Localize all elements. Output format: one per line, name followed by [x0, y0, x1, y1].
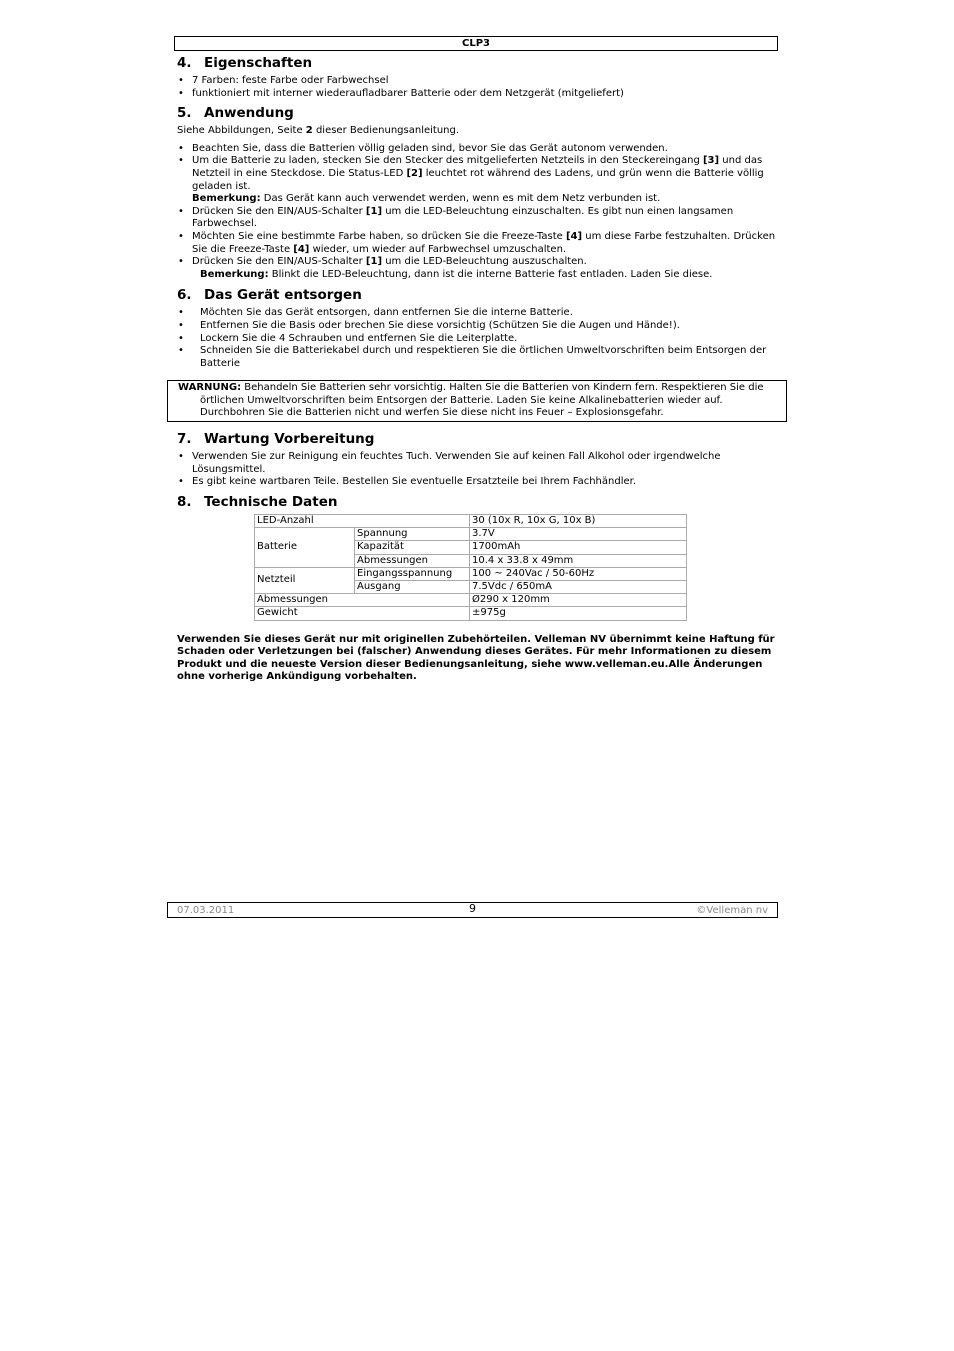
- spec-value: 3.7V: [470, 528, 687, 541]
- section-title: Eigenschaften: [204, 55, 313, 71]
- section-4-heading: [177, 55, 777, 71]
- part-reference: [4]: [565, 230, 583, 242]
- section-number: 4.: [177, 55, 192, 71]
- note: [192, 269, 777, 282]
- section-number: 5.: [177, 105, 192, 122]
- usage-intro: [177, 125, 777, 138]
- item-text: Drücken Sie den EIN/AUS-Schalter: [192, 205, 366, 217]
- spec-value: 30 (10x R, 10x G, 10x B): [470, 515, 687, 528]
- footer-date: 07.03.2011: [177, 905, 235, 916]
- intro-text: dieser Bedienungsanleitung.: [312, 125, 460, 137]
- list-item: • 7 Farben: feste Farbe oder Farbwechsel: [177, 75, 777, 88]
- list-item: • Möchten Sie das Gerät entsorgen, dann entfernen Sie die interne Batterie.: [177, 307, 777, 320]
- section-number: 6.: [177, 287, 192, 304]
- page-number: 9: [469, 902, 476, 915]
- page-header: [174, 36, 778, 51]
- spec-group-label: Netzteil: [255, 567, 355, 593]
- section-title: Wartung Vorbereitung: [204, 431, 375, 448]
- section-number: 8.: [177, 494, 192, 511]
- part-reference: [1]: [365, 256, 383, 268]
- table-row: [255, 607, 687, 620]
- footer-copyright: ©Velleman nv: [696, 905, 768, 916]
- part-reference: [3]: [702, 155, 720, 167]
- features-list: [177, 75, 777, 100]
- spec-label: Ausgang: [355, 581, 470, 594]
- spec-label: Kapazität: [355, 541, 470, 554]
- warning-body: Behandeln Sie Batterien sehr vorsichtig. Halten Sie die Batterien von Kindern fern. Respektieren Sie die örtlichen Umweltvorschriften beim Entsorgen der Batterie. Laden Sie keine Alkalinebatterien wieder auf. Durchbohren Sie die Batterien nicht und werfen Sie diese nicht ins Feuer – Explosionsgefahr.: [200, 382, 764, 419]
- list-item: • Verwenden Sie zur Reinigung ein feuchtes Tuch. Verwenden Sie auf keinen Fall Alkohol oder irgendwelche Lösungsmittel.: [177, 451, 777, 476]
- part-reference: [2]: [406, 167, 423, 179]
- section-title: Das Gerät entsorgen: [204, 287, 362, 304]
- spec-value: 7.5Vdc / 650mA: [470, 581, 687, 594]
- spec-table: [254, 514, 687, 621]
- page-footer: [167, 902, 778, 918]
- disposal-list: [177, 307, 777, 370]
- model-name: CLP3: [462, 38, 490, 49]
- note-text: Blinkt die LED-Beleuchtung, dann ist die interne Batterie fast entladen. Laden Sie diese.: [268, 268, 713, 280]
- part-reference: [4]: [293, 243, 310, 255]
- item-text: Um die Batterie zu laden, stecken Sie den Stecker des mitgelieferten Netzteils in den Steckereingang: [192, 155, 703, 167]
- document-body: [177, 52, 777, 684]
- intro-text: Siehe Abbildungen, Seite: [177, 125, 306, 137]
- spec-group-label: Batterie: [255, 528, 355, 568]
- section-6-heading: [177, 287, 777, 303]
- spec-value: Ø290 x 120mm: [470, 594, 687, 607]
- table-row: [255, 515, 687, 528]
- table-row: [255, 594, 687, 607]
- section-title: Technische Daten: [204, 494, 338, 511]
- part-reference: [1]: [365, 205, 383, 217]
- list-item: • funktioniert mit interner wiederaufladbarer Batterie oder dem Netzgerät (mitgeliefert): [177, 88, 777, 101]
- maintenance-list: [177, 451, 777, 489]
- section-7-heading: [177, 431, 777, 447]
- spec-label: Abmessungen: [255, 594, 470, 607]
- spec-label: LED-Anzahl: [255, 515, 470, 528]
- spec-value: 1700mAh: [470, 541, 687, 554]
- item-text: leuchtet rot während des Ladens, und grün wenn die Batterie völlig geladen ist.: [192, 167, 764, 192]
- list-item: • Es gibt keine wartbaren Teile. Bestellen Sie eventuelle Ersatzteile bei Ihrem Fachhändler.: [177, 476, 777, 489]
- note-text: Das Gerät kann auch verwendet werden, wenn es mit dem Netz verbunden ist.: [260, 193, 661, 205]
- list-item: [177, 206, 777, 231]
- table-row: [255, 567, 687, 580]
- note-label: Bemerkung:: [192, 193, 261, 205]
- spec-label: Eingangsspannung: [355, 567, 470, 580]
- table-row: [255, 528, 687, 541]
- usage-list: [177, 143, 777, 282]
- spec-label: Spannung: [355, 528, 470, 541]
- section-5-heading: [177, 105, 777, 121]
- list-item: [177, 256, 777, 281]
- page-reference: 2: [305, 125, 313, 137]
- item-text: Möchten Sie eine bestimmte Farbe haben, so drücken Sie die Freeze-Taste: [192, 230, 566, 242]
- spec-label: Gewicht: [255, 607, 470, 620]
- section-number: 7.: [177, 431, 192, 448]
- item-text: um die LED-Beleuchtung einzuschalten. Es gibt nun einen langsamen Farbwechsel.: [192, 205, 734, 230]
- item-text: Drücken Sie den EIN/AUS-Schalter: [192, 256, 366, 268]
- spec-label: Abmessungen: [355, 554, 470, 567]
- item-text: wieder, um wieder auf Farbwechsel umzuschalten.: [309, 243, 567, 255]
- warning-text: [178, 382, 777, 420]
- list-item: [177, 231, 777, 256]
- item-text: um diese Farbe festzuhalten. Drücken Sie die Freeze-Taste: [192, 230, 776, 255]
- note-label: Bemerkung:: [200, 268, 269, 280]
- section-title: Anwendung: [204, 105, 294, 122]
- list-item: [177, 155, 777, 205]
- spec-value: ±975g: [470, 607, 687, 620]
- list-item: • Lockern Sie die 4 Schrauben und entfernen Sie die Leiterplatte.: [177, 333, 777, 346]
- spec-value: 10.4 x 33.8 x 49mm: [470, 554, 687, 567]
- closing-notice: Verwenden Sie dieses Gerät nur mit originellen Zubehörteilen. Velleman NV übernimmt keine Haftung für Schaden oder Verletzungen bei (falscher) Anwendung dieses Gerätes. Für mehr Informationen zu diesem Produkt und die neueste Version dieser Bedienungsanleitung, siehe www.velleman.eu.Alle Änderungen ohne vorherige Ankündigung vorbehalten.: [177, 633, 775, 683]
- spec-value: 100 ~ 240Vac / 50-60Hz: [470, 567, 687, 580]
- list-item: • Schneiden Sie die Batteriekabel durch und respektieren Sie die örtlichen Umweltvorschriften beim Entsorgen der Batterie: [177, 345, 777, 370]
- warning-label: WARNUNG:: [178, 382, 242, 393]
- list-item: • Beachten Sie, dass die Batterien völlig geladen sind, bevor Sie das Gerät autonom verwenden.: [177, 143, 777, 156]
- list-item: • Entfernen Sie die Basis oder brechen Sie diese vorsichtig (Schützen Sie die Augen und Hände!).: [177, 320, 777, 333]
- section-8-heading: [177, 494, 777, 510]
- note: [192, 193, 777, 206]
- item-text: und das Netzteil in eine Steckdose. Die Status-LED: [192, 155, 763, 179]
- item-text: um die LED-Beleuchtung auszuschalten.: [382, 256, 587, 268]
- warning-box: [167, 380, 787, 422]
